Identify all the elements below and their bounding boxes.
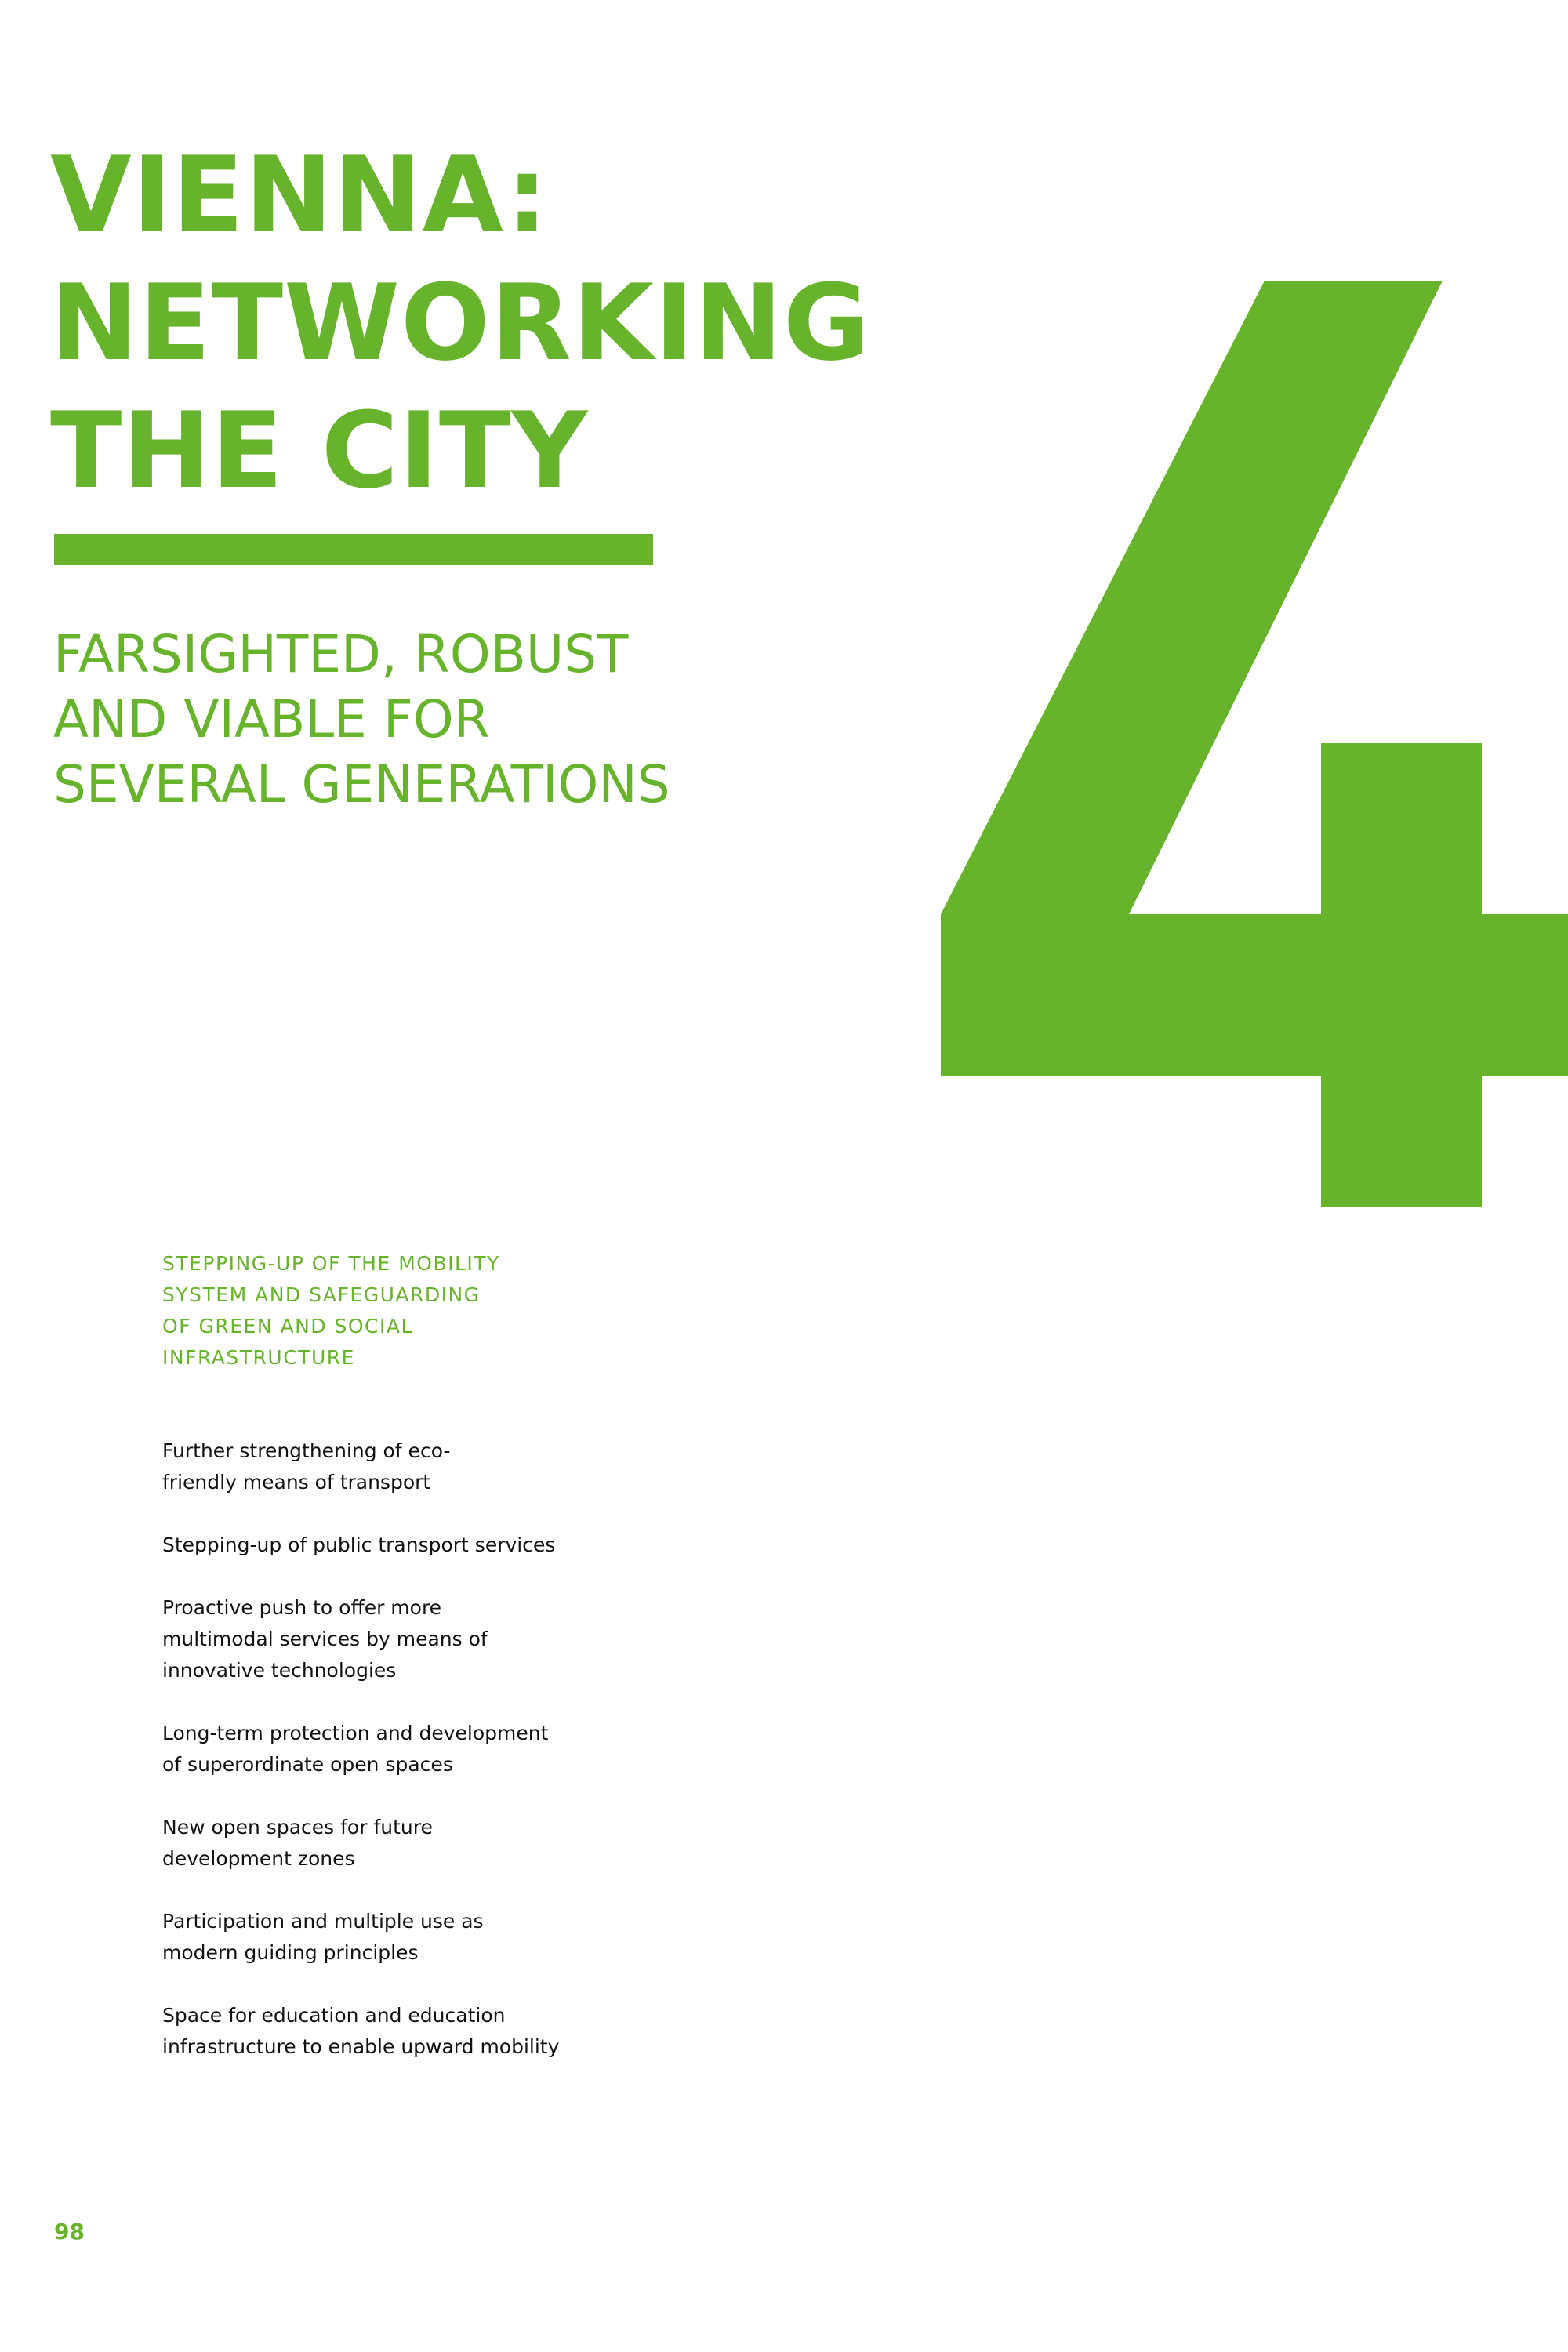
section-heading <box>162 1248 500 1374</box>
list-item <box>162 1812 559 1875</box>
section-heading-line: OF GREEN AND SOCIAL <box>162 1315 413 1338</box>
list-item <box>162 1906 559 1969</box>
title-line: NETWORKING <box>50 262 870 384</box>
list-item-line: Participation and multiple use as <box>162 1910 484 1933</box>
list-item-line: multimodal services by means of <box>162 1628 488 1650</box>
list-item <box>162 1592 559 1686</box>
list-item-line: Space for education and education <box>162 2004 506 2027</box>
list-item-line: Stepping-up of public transport services <box>162 1534 556 1556</box>
chapter-number-4 <box>941 281 1568 1207</box>
subtitle-line: FARSIGHTED, ROBUST <box>53 624 629 684</box>
measures-list <box>162 1436 559 2094</box>
subtitle-line: SEVERAL GENERATIONS <box>53 754 670 815</box>
page-title <box>50 132 870 515</box>
list-item-line: Proactive push to offer more <box>162 1596 442 1619</box>
title-divider <box>54 534 653 565</box>
list-item <box>162 1436 559 1498</box>
list-item <box>162 1718 559 1780</box>
list-item <box>162 2000 559 2063</box>
list-item-line: Further strengthening of eco- <box>162 1439 451 1462</box>
section-heading-line: SYSTEM AND SAFEGUARDING <box>162 1283 481 1306</box>
section-heading-line: INFRASTRUCTURE <box>162 1346 355 1369</box>
list-item-line: development zones <box>162 1847 355 1870</box>
list-item-line: New open spaces for future <box>162 1816 433 1838</box>
title-line: THE CITY <box>50 390 589 512</box>
title-line: VIENNA: <box>50 134 550 256</box>
list-item-line: friendly means of transport <box>162 1471 431 1494</box>
page-subtitle <box>53 622 670 817</box>
page-number: 98 <box>54 2219 85 2245</box>
chapter-number-glyph <box>941 281 1568 1207</box>
section-heading-line: STEPPING-UP OF THE MOBILITY <box>162 1252 500 1275</box>
subtitle-line: AND VIABLE FOR <box>53 689 490 750</box>
list-item-line: infrastructure to enable upward mobility <box>162 2035 560 2058</box>
list-item-line: innovative technologies <box>162 1659 397 1682</box>
list-item <box>162 1530 559 1561</box>
list-item-line: of superordinate open spaces <box>162 1753 453 1776</box>
list-item-line: modern guiding principles <box>162 1941 419 1964</box>
list-item-line: Long-term protection and development <box>162 1722 549 1744</box>
